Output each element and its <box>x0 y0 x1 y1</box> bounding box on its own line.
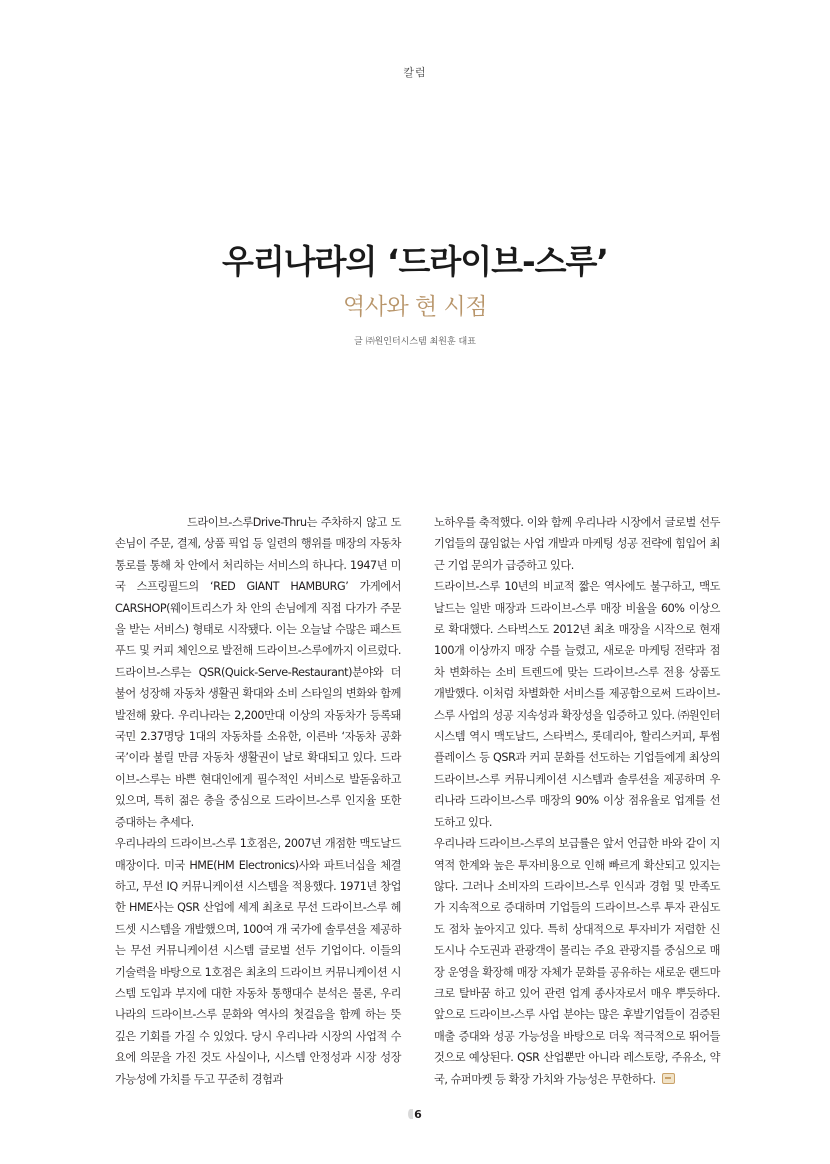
page-number-text: 6 <box>414 1108 422 1121</box>
page-dot-icon <box>408 1109 413 1119</box>
paragraph-text: 드라이브-스루 10년의 비교적 짧은 역사에도 불구하고, 맥도날드는 일반 매장과 드라이브-스루 매장 비율을 60% 이상으로 확대했다. 스타벅스도 2012년 최초 매장을 시작으로 현재 100개 이상까지 매장 수를 늘렸고, 새로운 마케팅 전략과 점차 변화하는 소비 트렌드에 맞는 드라이브-스루 전용 상품도 개발했다. 이처럼 차별화한 서비스를 제공함으로써 드라이브-스루 사업의 성공 지속성과 확장성을 입증하고 있다. ㈜원인터시스템 역시 맥도날드, 스타벅스, 롯데리아, 할리스커피, 투썸플레이스 등 QSR과 커피 문화를 선도하는 기업들에게 최상의 드라이브-스루 커뮤니케이션 시스템과 솔루션을 제공하며 우리나라 드라이브-스루 매장의 90% 이상 점유율로 업계를 선도하고 있다. <box>434 580 720 829</box>
article-subtitle: 역사와 현 시점 <box>343 294 487 320</box>
section-label: 칼럼 <box>403 66 427 79</box>
article-title: 우리나라의 ‘드라이브-스루’ <box>222 242 608 281</box>
column-left <box>115 512 401 1090</box>
paragraph: 드라이브-스루Drive-Thru는 주차하지 않고 도 손님이 주문, 결제, 상품 픽업 등 일련의 행위를 매장의 자동차 통로를 통해 차 안에서 처리하는 서비스의 하나다. 1947년 미국 스프링필드의 ‘RED GIANT HAMBURG’ 가게에서 CARSHOP(웨이트리스가 차 안의 손님에게 직접 다가가 주문을 받는 서비스) 형태로 시작됐다. 이는 오늘날 수많은 패스트푸드 및 커피 체인으로 발전해 드라이브-스루에까지 이르렀다. 드라이브-스루는 QSR(Quick-Serve-Restaurant)분야와 더불어 성장해 자동차 생활권 확대와 소비 스타일의 변화와 함께 발전해 왔다. 우리나라는 2,200만대 이상의 자동차가 등록돼 국민 2.37명당 1대의 자동차를 소유한, 이른바 ‘자동차 공화국’이라 불릴 만큼 자동차 생활권이 날로 확대되고 있다. 드라이브-스루는 바쁜 현대인에게 필수적인 서비스로 발돋움하고 있으며, 특히 젊은 층을 중심으로 드라이브-스루 인지율 또한 증대하는 추세다. <box>115 516 401 829</box>
column-right <box>434 512 720 1090</box>
paragraph: 우리나라의 드라이브-스루 1호점은, 2007년 개점한 맥도날드 매장이다. 미국 HME(HM Electronics)사와 파트너십을 체결하고, 무선 IQ 커뮤니케이션 시스템을 적용했다. 1971년 창업한 HME사는 QSR 산업에 세계 최초로 무선 드라이브-스루 헤드셋 시스템을 개발했으며, 100여 개 국가에 솔루션을 제공하는 무선 커뮤니케이션 시스템 글로벌 선두 기업이다. 이들의 기술력을 바탕으로 1호점은 최초의 드라이브 커뮤니케이션 시스템 도입과 부지에 대한 자동차 통행대수 분석은 물론, 우리나라의 드라이브-스루 문화와 역사의 첫걸음을 함께 하는 뜻 깊은 기회를 가질 수 있었다. 당시 우리나라 시장의 사업적 수요에 의문을 가진 것도 사실이나, 시스템 안정성과 시장 성장 가능성에 가치를 두고 꾸준히 경험과 <box>115 837 402 1086</box>
paragraph <box>434 512 720 576</box>
byline: 글 ㈜원인터시스템 최원훈 대표 <box>354 337 476 347</box>
paragraph-text: 노하우를 축적했다. 이와 함께 우리나라 시장에서 글로벌 선두 기업들의 끊임없는 사업 개발과 마케팅 성공 전략에 힘입어 최근 기업 문의가 급증하고 있다. <box>434 516 720 572</box>
page-number <box>0 1108 830 1121</box>
paragraph <box>434 833 720 1090</box>
paragraph <box>434 576 720 833</box>
paragraph-text: 우리나라 드라이브-스루의 보급률은 앞서 언급한 바와 같이 지역적 한계와 높은 투자비용으로 인해 빠르게 확산되고 있지는 않다. 그러나 소비자의 드라이브-스루 인식과 경험 및 만족도가 지속적으로 증대하며 기업들의 드라이브-스루 투자 관심도도 점차 높아지고 있다. 특히 상대적으로 투자비가 저렴한 신도시나 수도권과 관광객이 몰리는 주요 관광지를 중심으로 매장 운영을 확장해 매장 자체가 문화를 공유하는 새로운 랜드마크로 탈바꿈 하고 있어 관련 업계 종사자로서 매우 뿌듯하다. 앞으로 드라이브-스루 사업 분야는 많은 후발기업들이 검증된 매출 증대와 성공 가능성을 바탕으로 더욱 적극적으로 뛰어들 것으로 예상된다. QSR 산업뿐만 아니라 레스토랑, 주유소, 약국, 슈퍼마켓 등 확장 가치와 가능성은 무한하다. <box>434 837 720 1086</box>
article-end-icon <box>662 1073 675 1084</box>
